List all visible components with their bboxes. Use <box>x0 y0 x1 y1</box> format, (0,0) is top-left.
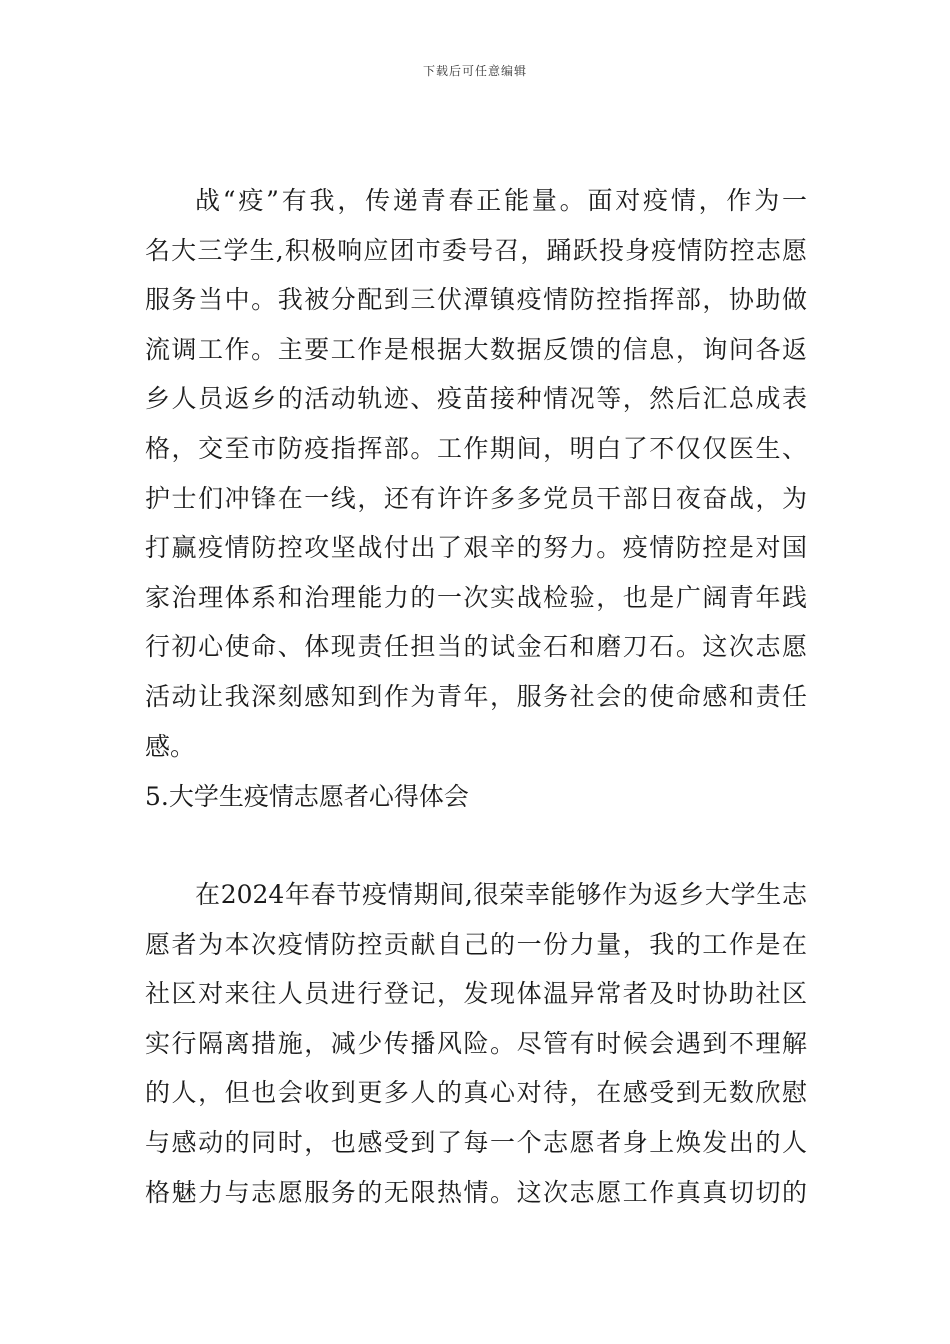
paragraph-line: 活动让我深刻感知到作为青年，服务社会的使命感和责任 <box>145 681 807 711</box>
section-heading <box>145 772 807 822</box>
paragraph-line: 的人，但也会收到更多人的真心对待，在感受到无数欣慰 <box>145 1078 807 1108</box>
paragraph-line: 在2024年春节疫情期间,很荣幸能够作为返乡大学生志 <box>195 880 807 909</box>
paragraph-line: 愿者为本次疫情防控贡献自己的一份力量，我的工作是在 <box>145 929 807 959</box>
paragraph-line: 服务当中。我被分配到三伏潭镇疫情防控指挥部，协助做 <box>145 285 807 315</box>
paragraph-line: 与感动的同时，也感受到了每一个志愿者身上焕发出的人 <box>145 1127 807 1157</box>
paragraph-line: 流调工作。主要工作是根据大数据反馈的信息，询问各返 <box>145 334 807 364</box>
paragraph-1 <box>145 176 807 771</box>
paragraph-line: 行初心使命、体现责任担当的试金石和磨刀石。这次志愿 <box>145 632 807 662</box>
paragraph-line: 感。 <box>145 731 196 761</box>
section-heading-text: 5.大学生疫情志愿者心得体会 <box>145 782 469 811</box>
paragraph-line: 名大三学生,积极响应团市委号召，踊跃投身疫情防控志愿 <box>145 235 807 265</box>
paragraph-line: 家治理体系和治理能力的一次实战检验，也是广阔青年践 <box>145 582 807 612</box>
paragraph-line: 战“疫”有我，传递青春正能量。面对疫情，作为一 <box>195 186 807 215</box>
paragraph-2 <box>145 870 807 1217</box>
paragraph-line: 实行隔离措施，减少传播风险。尽管有时候会遇到不理解 <box>145 1028 807 1058</box>
paragraph-line: 打赢疫情防控攻坚战付出了艰辛的努力。疫情防控是对国 <box>145 533 807 563</box>
paragraph-line: 乡人员返乡的活动轨迹、疫苗接种情况等，然后汇总成表 <box>145 384 807 414</box>
page-header-note: 下载后可任意编辑 <box>422 64 527 78</box>
paragraph-line: 社区对来往人员进行登记，发现体温异常者及时协助社区 <box>145 979 807 1009</box>
paragraph-line: 护士们冲锋在一线，还有许许多多党员干部日夜奋战，为 <box>145 483 807 513</box>
paragraph-line: 格魅力与志愿服务的无限热情。这次志愿工作真真切切的 <box>145 1177 807 1207</box>
paragraph-line: 格，交至市防疫指挥部。工作期间，明白了不仅仅医生、 <box>145 433 807 463</box>
